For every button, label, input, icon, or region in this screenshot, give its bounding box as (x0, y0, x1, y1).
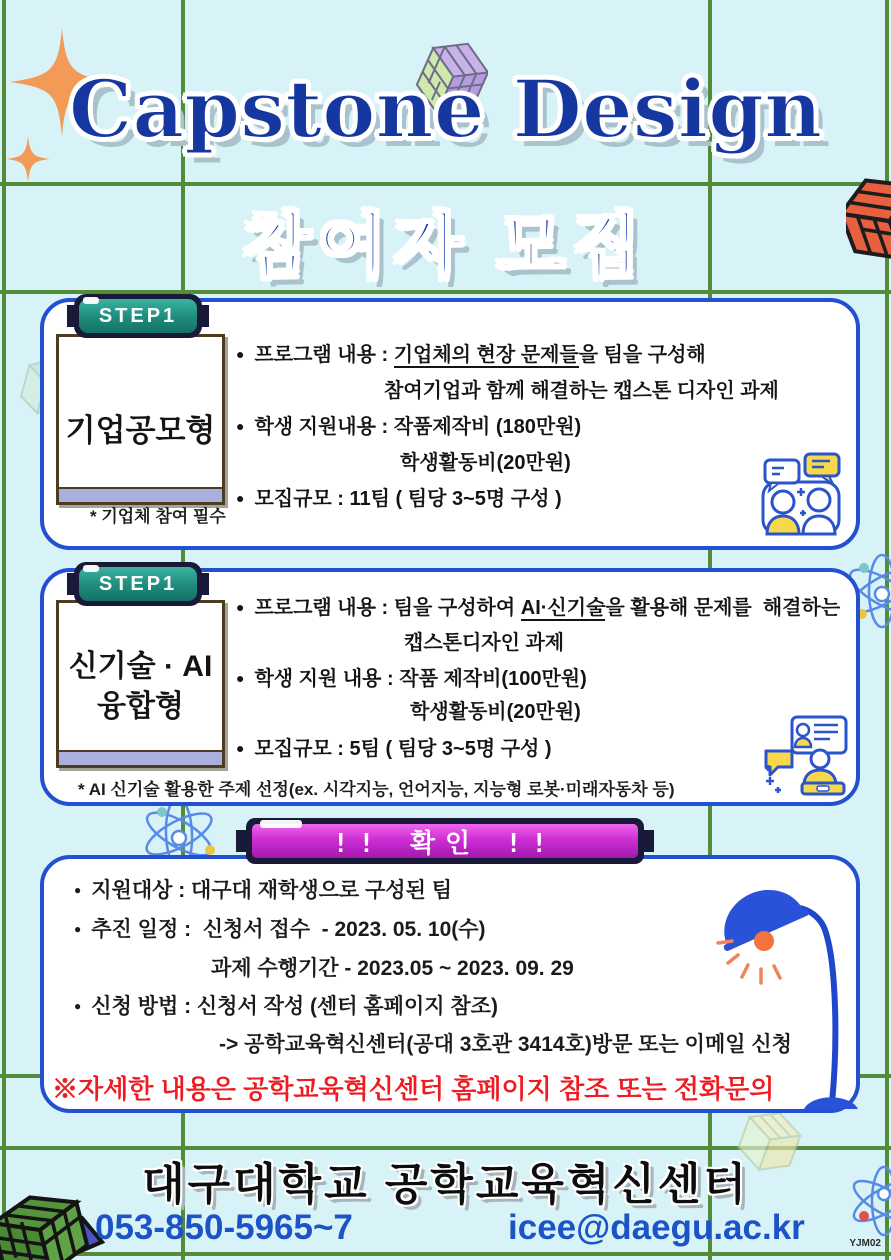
bullet-icon: ● (74, 922, 82, 936)
step2-type-name (59, 647, 222, 727)
step1-type-box (56, 334, 225, 505)
grid-line-horizontal (0, 182, 891, 186)
detail-notice: ※자세한 내용은 공학교육혁신센터 홈페이지 참조 또는 전화문의 (52, 1074, 775, 1104)
lamp-icon (712, 881, 860, 1113)
schedule-line (74, 913, 486, 943)
step2-ai-card (40, 568, 860, 806)
bullet-text: 학생 지원 내용 : 작품 제작비(100만원) (254, 668, 587, 690)
step2-type-line1: 신기술 · AI (68, 650, 213, 683)
banner-highlight (260, 820, 302, 828)
notepad-strip (59, 750, 222, 765)
email-address: icee@daegu.ac.kr (508, 1208, 805, 1247)
step2-type-box (56, 600, 225, 768)
notepad-strip (59, 487, 222, 502)
step1-company-card (40, 298, 860, 550)
program-content-line2 (384, 374, 779, 403)
student-support-line2 (410, 695, 581, 724)
grid-line-horizontal (0, 1252, 891, 1256)
program-content-line2 (404, 626, 564, 655)
presentation-icon (762, 715, 848, 797)
step1-type-name: 기업공모형 (65, 413, 216, 448)
people-chat-icon (759, 452, 843, 538)
recruit-scale-line (236, 732, 552, 761)
student-support-line (236, 410, 581, 439)
bullet-text: 캡스톤디자인 과제 (404, 632, 565, 654)
program-content-line (236, 591, 840, 620)
recruit-scale-line (236, 482, 562, 511)
bullet-text: 신청 방법 : 신청서 작성 (센터 홈페이지 참조) (91, 995, 498, 1018)
schedule-line2 (211, 952, 574, 982)
bullet-text: 모집규모 : 5팀 ( 팀당 3~5명 구성 ) (254, 738, 552, 760)
step1-badge (74, 294, 202, 338)
phone-number: 053-850-5965~7 (95, 1208, 353, 1247)
bullet-icon: ● (236, 669, 245, 686)
organization-name: 대구대학교 공학교육혁신센터 (142, 1160, 749, 1209)
student-support-line (236, 662, 587, 691)
bullet-text: 학생활동비(20만원) (410, 701, 581, 723)
bullet-icon: ● (74, 883, 82, 897)
step2-badge-label: STEP1 (98, 572, 178, 595)
bullet-icon: ● (236, 739, 245, 756)
apply-method-line2 (219, 1028, 792, 1058)
badge-highlight (83, 297, 99, 304)
bullet-icon: ● (236, 489, 245, 506)
step2-badge (74, 562, 202, 606)
bullet-text: 학생활동비(20만원) (400, 452, 571, 474)
bullet-icon: ● (236, 417, 245, 434)
bullet-icon: ● (236, 598, 245, 615)
bullet-text: 프로그램 내용 : 팀을 구성하여 AI·신기술을 활용해 문제를 해결하는 (254, 597, 841, 619)
watermark-code: YJM02 (849, 1238, 881, 1249)
apply-method-line (74, 990, 498, 1020)
step2-footnote: * AI 신기술 활용한 주제 선정(ex. 시각지능, 언어지능, 지능형 로봇·미래자동차 등) (78, 780, 675, 799)
badge-highlight (83, 565, 99, 572)
poster-title-english: Capstone Design (68, 62, 823, 156)
student-support-line2 (400, 446, 571, 475)
bullet-text: 과제 수행기간 - 2023.05 ~ 2023. 09. 29 (211, 957, 574, 980)
step1-footnote: * 기업체 참여 필수 (90, 507, 226, 526)
bullet-text: 지원대상 : 대구대 재학생으로 구성된 팀 (91, 879, 452, 902)
program-content-line (236, 338, 706, 367)
bullet-text: 추진 일정 : 신청서 접수 - 2023. 05. 10(수) (91, 918, 486, 941)
bullet-text: 모집규모 : 11팀 ( 팀당 3~5명 구성 ) (254, 488, 562, 510)
bullet-icon: ● (74, 999, 82, 1013)
bullet-text: 프로그램 내용 : 기업체의 현장 문제들을 팀을 구성해 (254, 344, 706, 366)
step1-badge-label: STEP1 (98, 304, 178, 327)
poster-title-korean: 참여자 모집 (242, 207, 649, 285)
step2-type-line2: 융합형 (97, 690, 184, 723)
bullet-icon: ● (236, 345, 245, 362)
target-line (74, 874, 452, 904)
bullet-text: -> 공학교육혁신센터(공대 3호관 3414호)방문 또는 이메일 신청 (219, 1033, 792, 1056)
confirm-banner (246, 818, 644, 864)
info-card (40, 855, 860, 1113)
confirm-banner-label: !! 확인 !! (332, 828, 558, 859)
bullet-text: 학생 지원내용 : 작품제작비 (180만원) (254, 416, 582, 438)
bullet-text: 참여기업과 함께 해결하는 캡스톤 디자인 과제 (384, 380, 779, 402)
